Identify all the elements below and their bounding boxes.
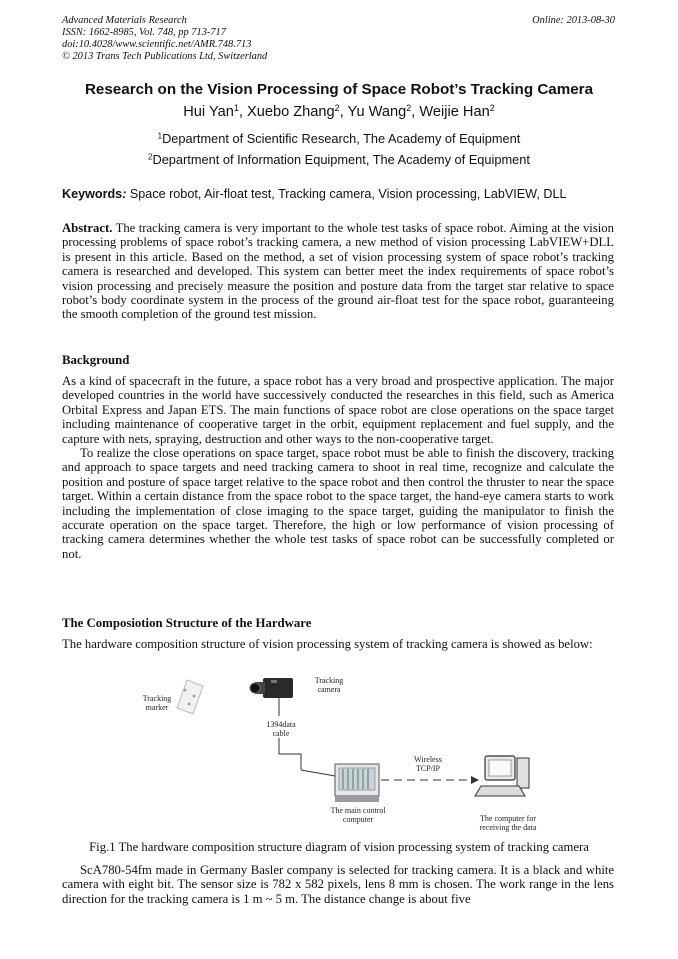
author-list: Hui Yan$^1$, Xuebo Zhang$^2$, Yu Wang$^2$, Weijie Han$^2$ — [183, 103, 495, 120]
background-body — [62, 374, 614, 561]
cable-label: 1394data cable — [266, 720, 296, 738]
wireless-label: Wireless TCP/IP — [414, 755, 442, 773]
paragraph: ScA780-54fm made in Germany Basler company is selected for tracking camera. It is a black and white camera with eight bit. The sensor size is 782 x 582 pixels, lens 8 mm is chosen. The work range in the lens direction for the tracking camera is 1 m ~ 5 m. The distance change is about five — [62, 863, 614, 906]
section-heading-hardware: The Composiotion Structure of the Hardware — [62, 616, 312, 630]
paper-title: Research on the Vision Processing of Space Robot’s Tracking Camera — [84, 81, 594, 98]
keywords-label: Keywords — [62, 187, 123, 201]
after-figure-body — [62, 863, 614, 906]
abstract-text: The tracking camera is very important to the whole test tasks of space robot. Aiming at the vision processing problems of space robot’s tracking camera, a new method of vision processing LabVIEW+DLL is present in this article. Based on the method, a set of vision processing system of space robot’s tracking camera is researched and developed. This system can better meet the index requirements of space robot’s vision processing and precisely measure the position and posture data from the target star relative to space robot’s body coordinate system in the process of the ground air-float test for the space robot, guaranteeing the smooth completion of the ground test mission. — [62, 221, 614, 322]
main-control-computer-icon — [335, 764, 379, 802]
keywords: Keywords: Space robot, Air-float test, Tracking camera, Vision processing, LabVIEW, DLL — [62, 187, 567, 201]
affiliation-1: $^1$Department of Scientific Research, The Academy of Equipment — [157, 131, 521, 146]
running-header — [62, 15, 267, 63]
tracking-camera-label: Tracking camera — [314, 676, 344, 694]
paragraph: As a kind of spacecraft in the future, a space robot has a very broad and prospective application. The major developed countries in the world have successively conducted the researches in this field, such as America Orbital Express and Japan ETS. The main functions of space robot are close operations on the space target including maintenance of cooperative target in the orbit, equipment replacement and fuel supply, and the capture with nets, spraying, destruction and other ways to the non-cooperative target. — [62, 374, 614, 446]
author-affil-mark: 2 — [334, 103, 340, 114]
camera-icon — [250, 678, 293, 698]
author-name: Xuebo Zhang — [247, 104, 335, 120]
section-heading-background: Background — [62, 353, 130, 367]
online-date: Online: 2013-08-30 — [532, 15, 615, 26]
author-name: Hui Yan — [183, 104, 234, 120]
author-name: Yu Wang — [347, 104, 407, 120]
paragraph: The hardware composition structure of vision processing system of tracking camera is showed as below: — [62, 637, 593, 651]
keywords-text: Space robot, Air-float test, Tracking camera, Vision processing, LabVIEW, DLL — [126, 187, 567, 201]
author-affil-mark: 2 — [489, 103, 495, 114]
paragraph: To realize the close operations on space target, space robot must be able to finish the discovery, tracking and approach to space targets and need tracking camera to shoot in real time, recognize and calculate the position and posture of space target relative to the space robot and then control the thruster to near the space target. Within a certain distance from the space robot to the space target, the hand-eye camera starts to work including the implementation of close imaging to the space target, guiding the manipulator to finish the accurate operation on the space target. Therefore, the high or low performance of vision processing of tracking camera determines whether the whole test tasks of space robot can be successfully completed or not. — [62, 446, 614, 561]
author-name: Weijie Han — [419, 104, 490, 120]
receiving-computer-icon — [475, 756, 529, 796]
issn-line: ISSN: 1662-8985, Vol. 748, pp 713-717 — [62, 27, 226, 38]
tracking-marker-label: Tracking marker — [142, 694, 172, 712]
figure-caption: Fig.1 The hardware composition structure diagram of vision processing system of tracking camera — [89, 840, 589, 854]
hardware-body — [62, 637, 614, 651]
doi-line: doi:10.4028/www.scientific.net/AMR.748.713 — [62, 39, 252, 50]
wireless-link-arrow — [381, 776, 479, 784]
main-computer-label: The main control computer — [330, 806, 386, 824]
author-affil-mark: 2 — [406, 103, 412, 114]
journal-name: Advanced Materials Research — [62, 15, 187, 26]
copyright-line: © 2013 Trans Tech Publications Ltd, Switzerland — [62, 51, 268, 62]
abstract-label: Abstract. — [62, 221, 113, 235]
abstract — [62, 221, 614, 322]
hardware-diagram — [105, 668, 565, 838]
affiliation-2: $^2$Department of Information Equipment, The Academy of Equipment — [148, 152, 530, 167]
author-affil-mark: 1 — [233, 103, 239, 114]
receiving-computer-label: The computer for receiving the data — [479, 814, 537, 832]
